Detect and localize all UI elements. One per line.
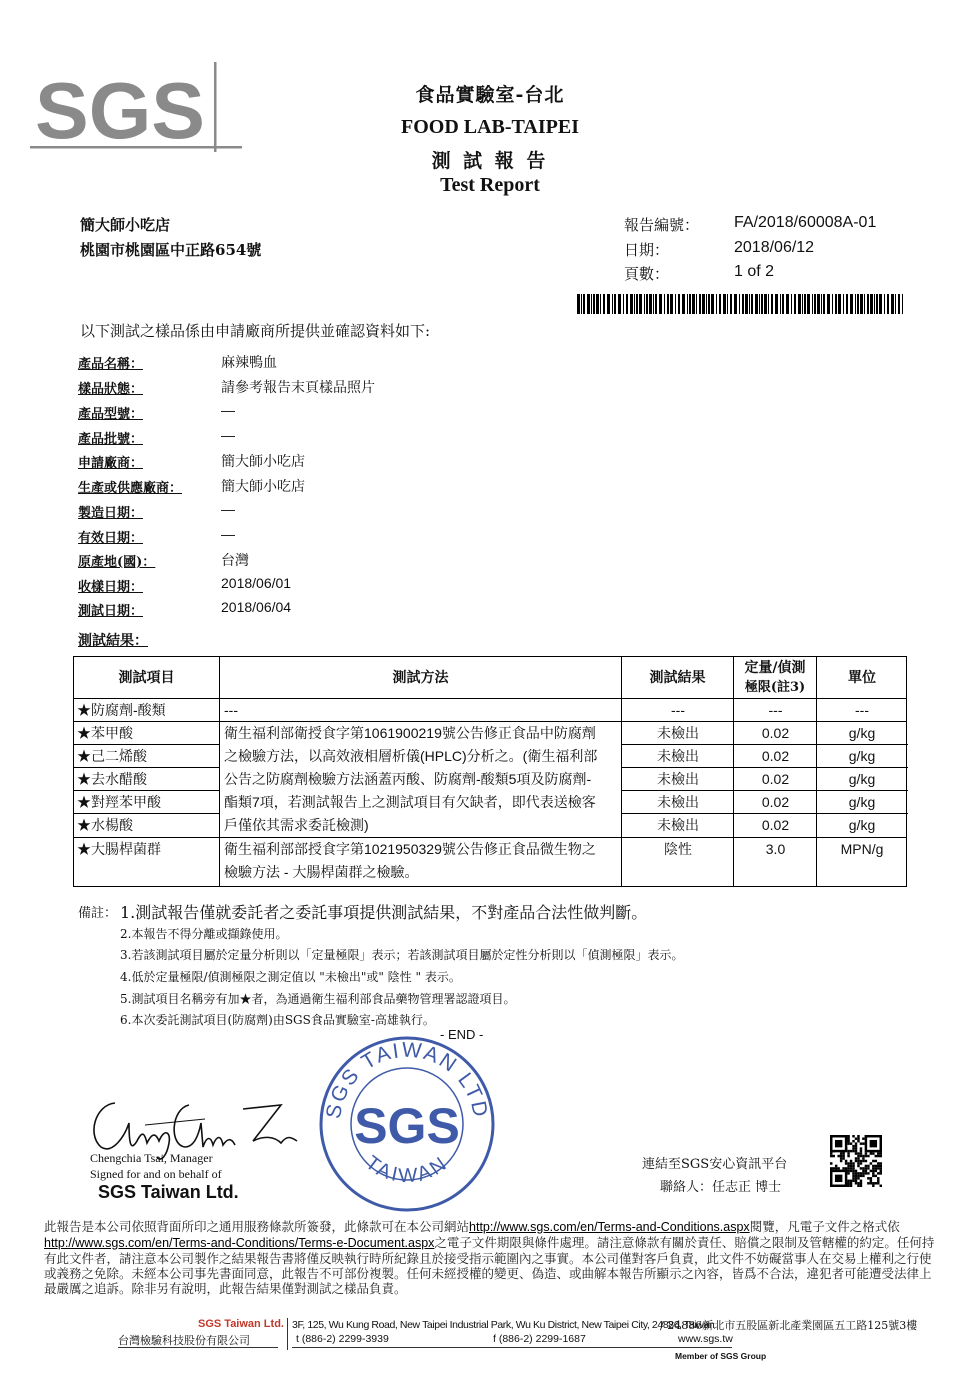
field-label: 生產或供應廠商： — [78, 481, 183, 496]
field-value: — — [221, 402, 235, 418]
field-value: 麻辣鴨血 — [221, 354, 277, 370]
footer-company-cn: 台灣檢驗科技股份有限公司 — [118, 1334, 250, 1347]
contact-person: 聯絡人：任志正 博士 — [660, 1180, 782, 1195]
field-label: 收樣日期： — [78, 580, 144, 595]
test-item: ★大腸桿菌群 — [77, 841, 161, 857]
field-label: 產品名稱： — [78, 357, 144, 372]
stamp-top-text: SGS TAIWAN LTD — [321, 1038, 493, 1121]
test-item: ★對羥苯甲酸 — [77, 794, 161, 810]
footer-address-cn: / 24886新北市五股區新北產業園區五工路125號3樓 — [660, 1319, 918, 1332]
method-line: 公告之防腐劑檢驗方法涵蓋丙酸、防腐劑-酸類5項及防腐劑- — [224, 771, 592, 787]
test-limit: 0.02 — [761, 771, 790, 787]
test-limit: 0.02 — [761, 748, 790, 764]
field-value: 台灣 — [221, 552, 249, 568]
test-unit: g/kg — [848, 725, 876, 741]
footer-member: Member of SGS Group — [675, 1351, 767, 1361]
note-item: 2.本報告不得分離或擷錄使用。 — [120, 927, 288, 941]
intro-text: 以下測試之樣品係由申請廠商所提供並確認資料如下: — [80, 322, 431, 340]
method-line: 之檢驗方法，以高效液相層析儀(HPLC)分析之。(衛生福利部 — [224, 748, 598, 764]
notes-prefix: 備註： — [78, 906, 118, 921]
stamp-center-text: SGS — [354, 1098, 460, 1154]
client-name: 簡大師小吃店 — [80, 216, 171, 234]
test-item: ★防腐劑-酸類 — [77, 702, 166, 718]
report-number: FA/2018/60008A-01 — [734, 214, 877, 231]
field-value: 簡大師小吃店 — [221, 478, 305, 494]
test-unit: g/kg — [848, 748, 876, 764]
report-date: 2018/06/12 — [734, 239, 815, 256]
field-value: 2018/06/04 — [221, 599, 292, 615]
field-value: 2018/06/01 — [221, 575, 292, 591]
footer-company-en: SGS Taiwan Ltd. — [198, 1318, 284, 1330]
e-document-terms-link[interactable]: http://www.sgs.com/en/Terms-and-Conditions/Terms-e-Document.aspx — [44, 1236, 435, 1250]
test-unit: g/kg — [848, 771, 876, 787]
note-item: 4.低於定量極限/偵測極限之測定值以 "未檢出"或" 陰性 " 表示。 — [120, 970, 461, 984]
note-item: 1.測試報告僅就委託者之委託事項提供測試結果，不對產品合法性做判斷。 — [120, 903, 648, 922]
report-title-cn: 測 試 報 告 — [431, 150, 549, 172]
client-address: 桃園市桃園區中正路654號 — [80, 241, 262, 259]
note-item: 5.測試項目名稱旁有加★者，為通過衛生福利部食品藥物管理署認證項目。 — [120, 992, 516, 1006]
report-number-label: 報告編號： — [624, 216, 700, 234]
qr-code[interactable] — [830, 1135, 882, 1187]
barcode — [577, 294, 903, 314]
test-limit: 3.0 — [765, 841, 786, 857]
test-result: 未檢出 — [657, 725, 699, 741]
test-result: 未檢出 — [657, 771, 699, 787]
header-method: 測試方法 — [392, 670, 449, 686]
footer-fax: f (886-2) 2299-1687 — [493, 1333, 586, 1345]
field-label: 製造日期： — [78, 506, 144, 521]
test-item: ★水楊酸 — [77, 817, 133, 833]
disclaimer: 此報告是本公司依照背面所印之通用服務條款所簽發，此條款可在本公司網站http://www.sgs.com/en/Terms-and-Conditions.aspx閱覽，凡電子文件之格式依http://www.sgs.com/en/Terms-and-Conditions/Terms-e-Document.aspx之電子文件期限與條件處理。請注意條款有關於責任、賠償之限制及管轄權的約定。任何持有此文件者，請注意本公司製作之結果報告書將僅反映執行時所紀錄且於接受指示範圍內之事實。本公司僅對客戶負責，此文件不妨礙當事人在交易上權利之行使或義務之免除。未經本公司事先書面同意，此報告不可部份複製。任何未經授權的變更、偽造、或曲解本報告所顯示之內容，皆爲不合法，違犯者可能遭受法律上最嚴厲之追訴。除非另有說明，此報告結果僅對測試之樣品負責。 — [44, 1219, 935, 1296]
contact-platform: 連結至SGS安心資訊平台 — [642, 1157, 788, 1172]
field-label: 樣品狀態： — [78, 382, 144, 397]
field-value: 請參考報告末頁樣品照片 — [221, 379, 375, 395]
method-preservative — [224, 722, 618, 837]
field-label: 測試日期： — [78, 604, 144, 619]
test-unit: g/kg — [848, 794, 876, 810]
field-label: 產品批號： — [78, 432, 144, 447]
method-line: 戶僅依其需求委託檢測) — [224, 817, 369, 833]
results-heading: 測試結果： — [78, 633, 148, 649]
test-unit: MPN/g — [840, 841, 884, 857]
page-count-label: 頁數： — [624, 265, 670, 283]
footer-web[interactable]: www.sgs.tw — [678, 1333, 733, 1345]
test-result: 未檢出 — [657, 794, 699, 810]
stamp-bottom-text: TAIWAN — [361, 1151, 453, 1188]
test-limit: 0.02 — [761, 725, 790, 741]
test-result: 未檢出 — [657, 748, 699, 764]
header-limit-line1: 定量/偵測 — [744, 660, 806, 676]
terms-link[interactable]: http://www.sgs.com/en/Terms-and-Conditions.aspx — [469, 1220, 750, 1234]
sgs-logo — [30, 62, 242, 152]
footer-address-en: 3F, 125, Wu Kung Road, New Taipei Industrial Park, Wu Ku District, New Taipei City, 24886, Taiwan — [292, 1319, 715, 1331]
header-limit-line2: 極限(註3) — [744, 680, 806, 695]
report-title-en: Test Report — [440, 174, 540, 196]
test-item: ★己二烯酸 — [77, 748, 147, 764]
method-line: 酯類7項，若測試報告上之測試項目有欠缺者，即代表送檢客 — [224, 794, 596, 810]
results-table — [73, 656, 907, 887]
test-limit: 0.02 — [761, 794, 790, 810]
field-value: — — [221, 427, 235, 443]
footer-tel: t (886-2) 2299-3939 — [296, 1333, 389, 1345]
method-line: 衛生福利部衛授食字第1061900219號公告修正食品中防腐劑 — [224, 725, 596, 741]
note-item: 6.本次委託測試項目(防腐劑)由SGS食品實驗室-高雄執行。 — [120, 1013, 435, 1027]
lab-title-en: FOOD LAB-TAIPEI — [401, 116, 579, 138]
svg-text:TAIWAN — [361, 1152, 453, 1188]
end-mark: - END - — [440, 1027, 484, 1042]
field-value: — — [221, 526, 235, 542]
page-count: 1 of 2 — [734, 263, 775, 280]
field-label: 產品型號： — [78, 407, 144, 422]
method-line: 衛生福利部部授食字第1021950329號公告修正食品微生物之 — [224, 841, 596, 857]
test-limit: 0.02 — [761, 817, 790, 833]
field-label: 申請廠商： — [78, 456, 144, 471]
method-coliform — [224, 838, 618, 884]
test-result: 未檢出 — [657, 817, 699, 833]
signed-for: Signed for and on behalf of — [90, 1167, 222, 1181]
field-value: 簡大師小吃店 — [221, 453, 305, 469]
method-row-0: --- — [224, 702, 238, 718]
field-value: — — [221, 501, 235, 517]
note-item: 3.若該測試項目屬於定量分析則以「定量極限」表示；若該測試項目屬於定性分析則以「偵測極限」表示。 — [120, 948, 684, 962]
header-result: 測試結果 — [649, 670, 706, 686]
test-item: ★苯甲酸 — [77, 725, 133, 741]
header-item: 測試項目 — [118, 670, 175, 686]
test-unit: --- — [855, 702, 869, 718]
field-label: 原產地(國)： — [78, 555, 156, 570]
report-date-label: 日期： — [624, 241, 670, 259]
test-item: ★去水醋酸 — [77, 771, 147, 787]
lab-title-cn: 食品實驗室-台北 — [415, 84, 565, 106]
signature-company: SGS Taiwan Ltd. — [98, 1182, 239, 1202]
method-line: 檢驗方法 - 大腸桿菌群之檢驗。 — [224, 864, 419, 880]
test-result: 陰性 — [664, 841, 692, 857]
signer-name: Chengchia Tsai, Manager — [90, 1151, 213, 1165]
test-result: --- — [671, 702, 685, 718]
sgs-stamp — [318, 1035, 496, 1213]
test-limit: --- — [768, 702, 783, 718]
test-unit: g/kg — [848, 817, 876, 833]
field-label: 有效日期： — [78, 531, 144, 546]
svg-text:SGS: SGS — [35, 66, 205, 152]
header-unit: 單位 — [848, 670, 876, 686]
